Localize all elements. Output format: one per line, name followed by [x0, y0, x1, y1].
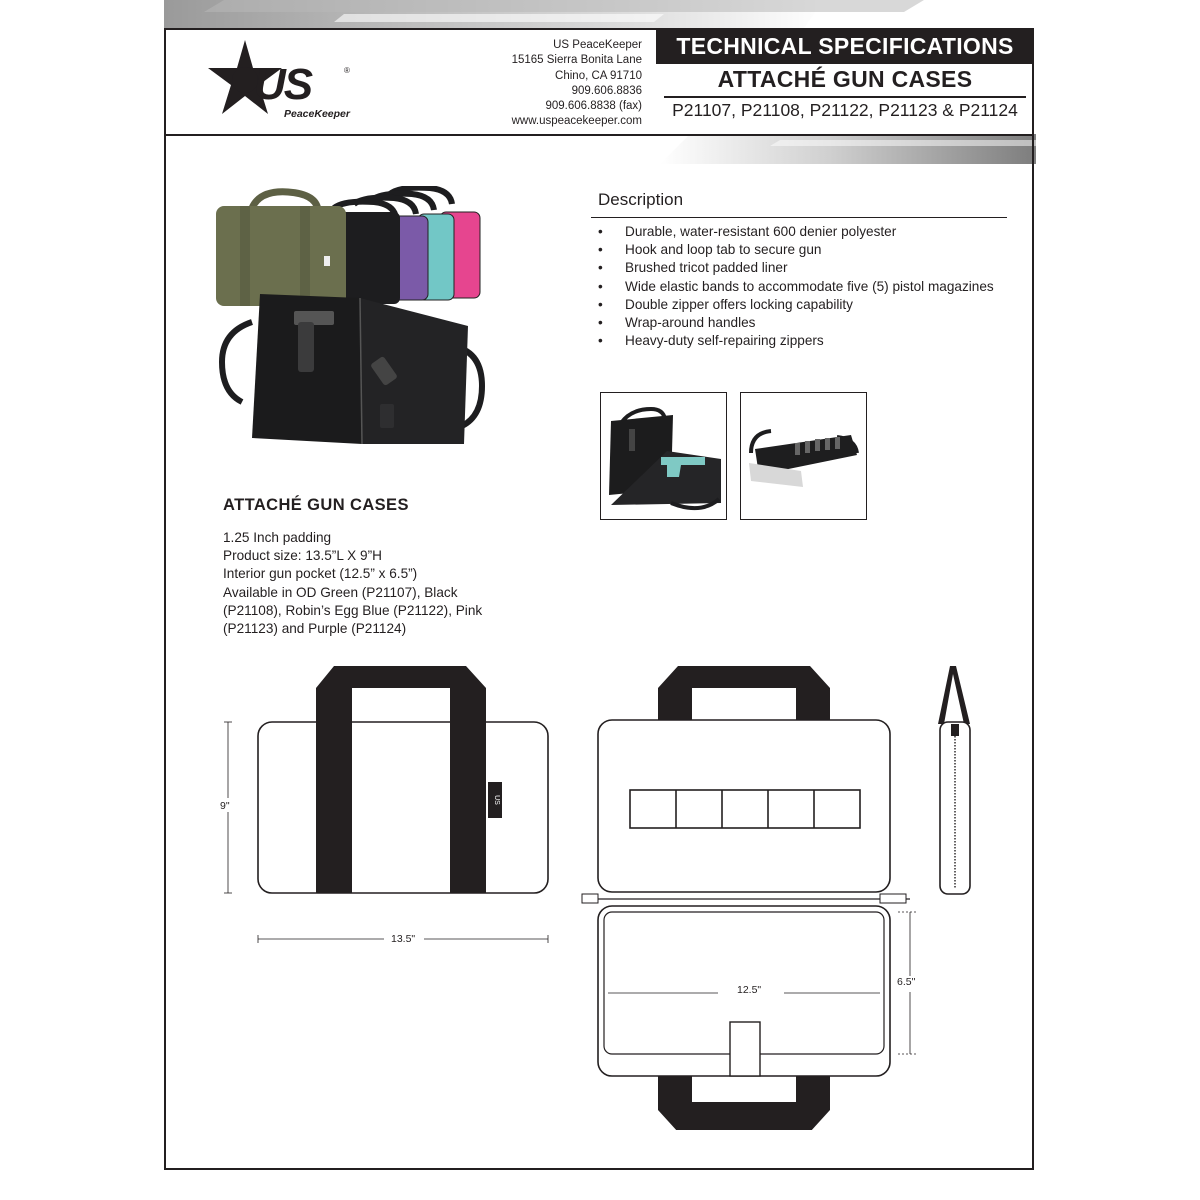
description-item: • Durable, water-resistant 600 denier polyester: [598, 223, 994, 241]
description-rule: [591, 217, 1007, 218]
description-item: • Hook and loop tab to secure gun: [598, 241, 994, 259]
contact-info: [462, 38, 642, 130]
product-line: (P21108), Robin’s Egg Blue (P21122), Pink: [223, 602, 483, 618]
logo-text: US: [254, 60, 312, 109]
product-heading: ATTACHÉ GUN CASES: [223, 496, 409, 514]
spec-header: [656, 28, 1034, 134]
product-photo-magazines: [740, 392, 867, 520]
company-logo: [198, 38, 358, 124]
front-view-drawing: [220, 660, 560, 960]
product-line: Interior gun pocket (12.5” x 6.5”): [223, 566, 418, 582]
registered-mark: ®: [344, 66, 350, 75]
description-heading: Description: [598, 190, 684, 209]
spec-subtitle-rule: [664, 96, 1026, 98]
description-item: • Wide elastic bands to accommodate five (5) pistol magazines: [598, 278, 994, 296]
height-dimension-label: 9": [220, 800, 230, 812]
logo-subtext: PeaceKeeper: [284, 108, 350, 120]
company-website[interactable]: www.uspeacekeeper.com: [511, 115, 642, 128]
pocket-width-label: 12.5": [737, 984, 762, 996]
spec-title: TECHNICAL SPECIFICATIONS: [656, 28, 1034, 64]
description-list: [598, 223, 994, 350]
open-view-drawing: [580, 660, 920, 1130]
description-item: • Brushed tricot padded liner: [598, 259, 994, 277]
product-line: Available in OD Green (P21107), Black: [223, 584, 458, 600]
company-address: 15165 Sierra Bonita Lane: [511, 54, 642, 67]
product-line: Product size: 13.5”L X 9”H: [223, 548, 382, 564]
company-name: US PeaceKeeper: [553, 39, 642, 51]
description-item: • Heavy-duty self-repairing zippers: [598, 332, 994, 350]
company-city: Chino, CA 91710: [555, 69, 642, 82]
description-item: • Double zipper offers locking capability: [598, 296, 994, 314]
product-line: (P21123) and Purple (P21124): [223, 621, 407, 637]
side-view-drawing: [934, 660, 976, 900]
product-codes: P21107, P21108, P21122, P21123 & P21124: [672, 100, 1018, 120]
width-dimension-label: 13.5": [391, 933, 416, 945]
spec-subtitle: ATTACHÉ GUN CASES: [717, 66, 973, 92]
header-stripes: [164, 0, 1034, 28]
svg-text:US: US: [493, 795, 500, 805]
header-divider: [164, 134, 1034, 136]
product-photo-main: [212, 186, 488, 446]
company-phone[interactable]: 909.606.8836: [571, 84, 642, 97]
pocket-height-label: 6.5": [897, 976, 916, 988]
description-item: • Wrap-around handles: [598, 314, 994, 332]
product-line: 1.25 Inch padding: [223, 530, 332, 545]
company-fax: 909.606.8838 (fax): [545, 100, 642, 113]
product-photo-gun-inside: [600, 392, 727, 520]
product-details: [223, 529, 482, 638]
